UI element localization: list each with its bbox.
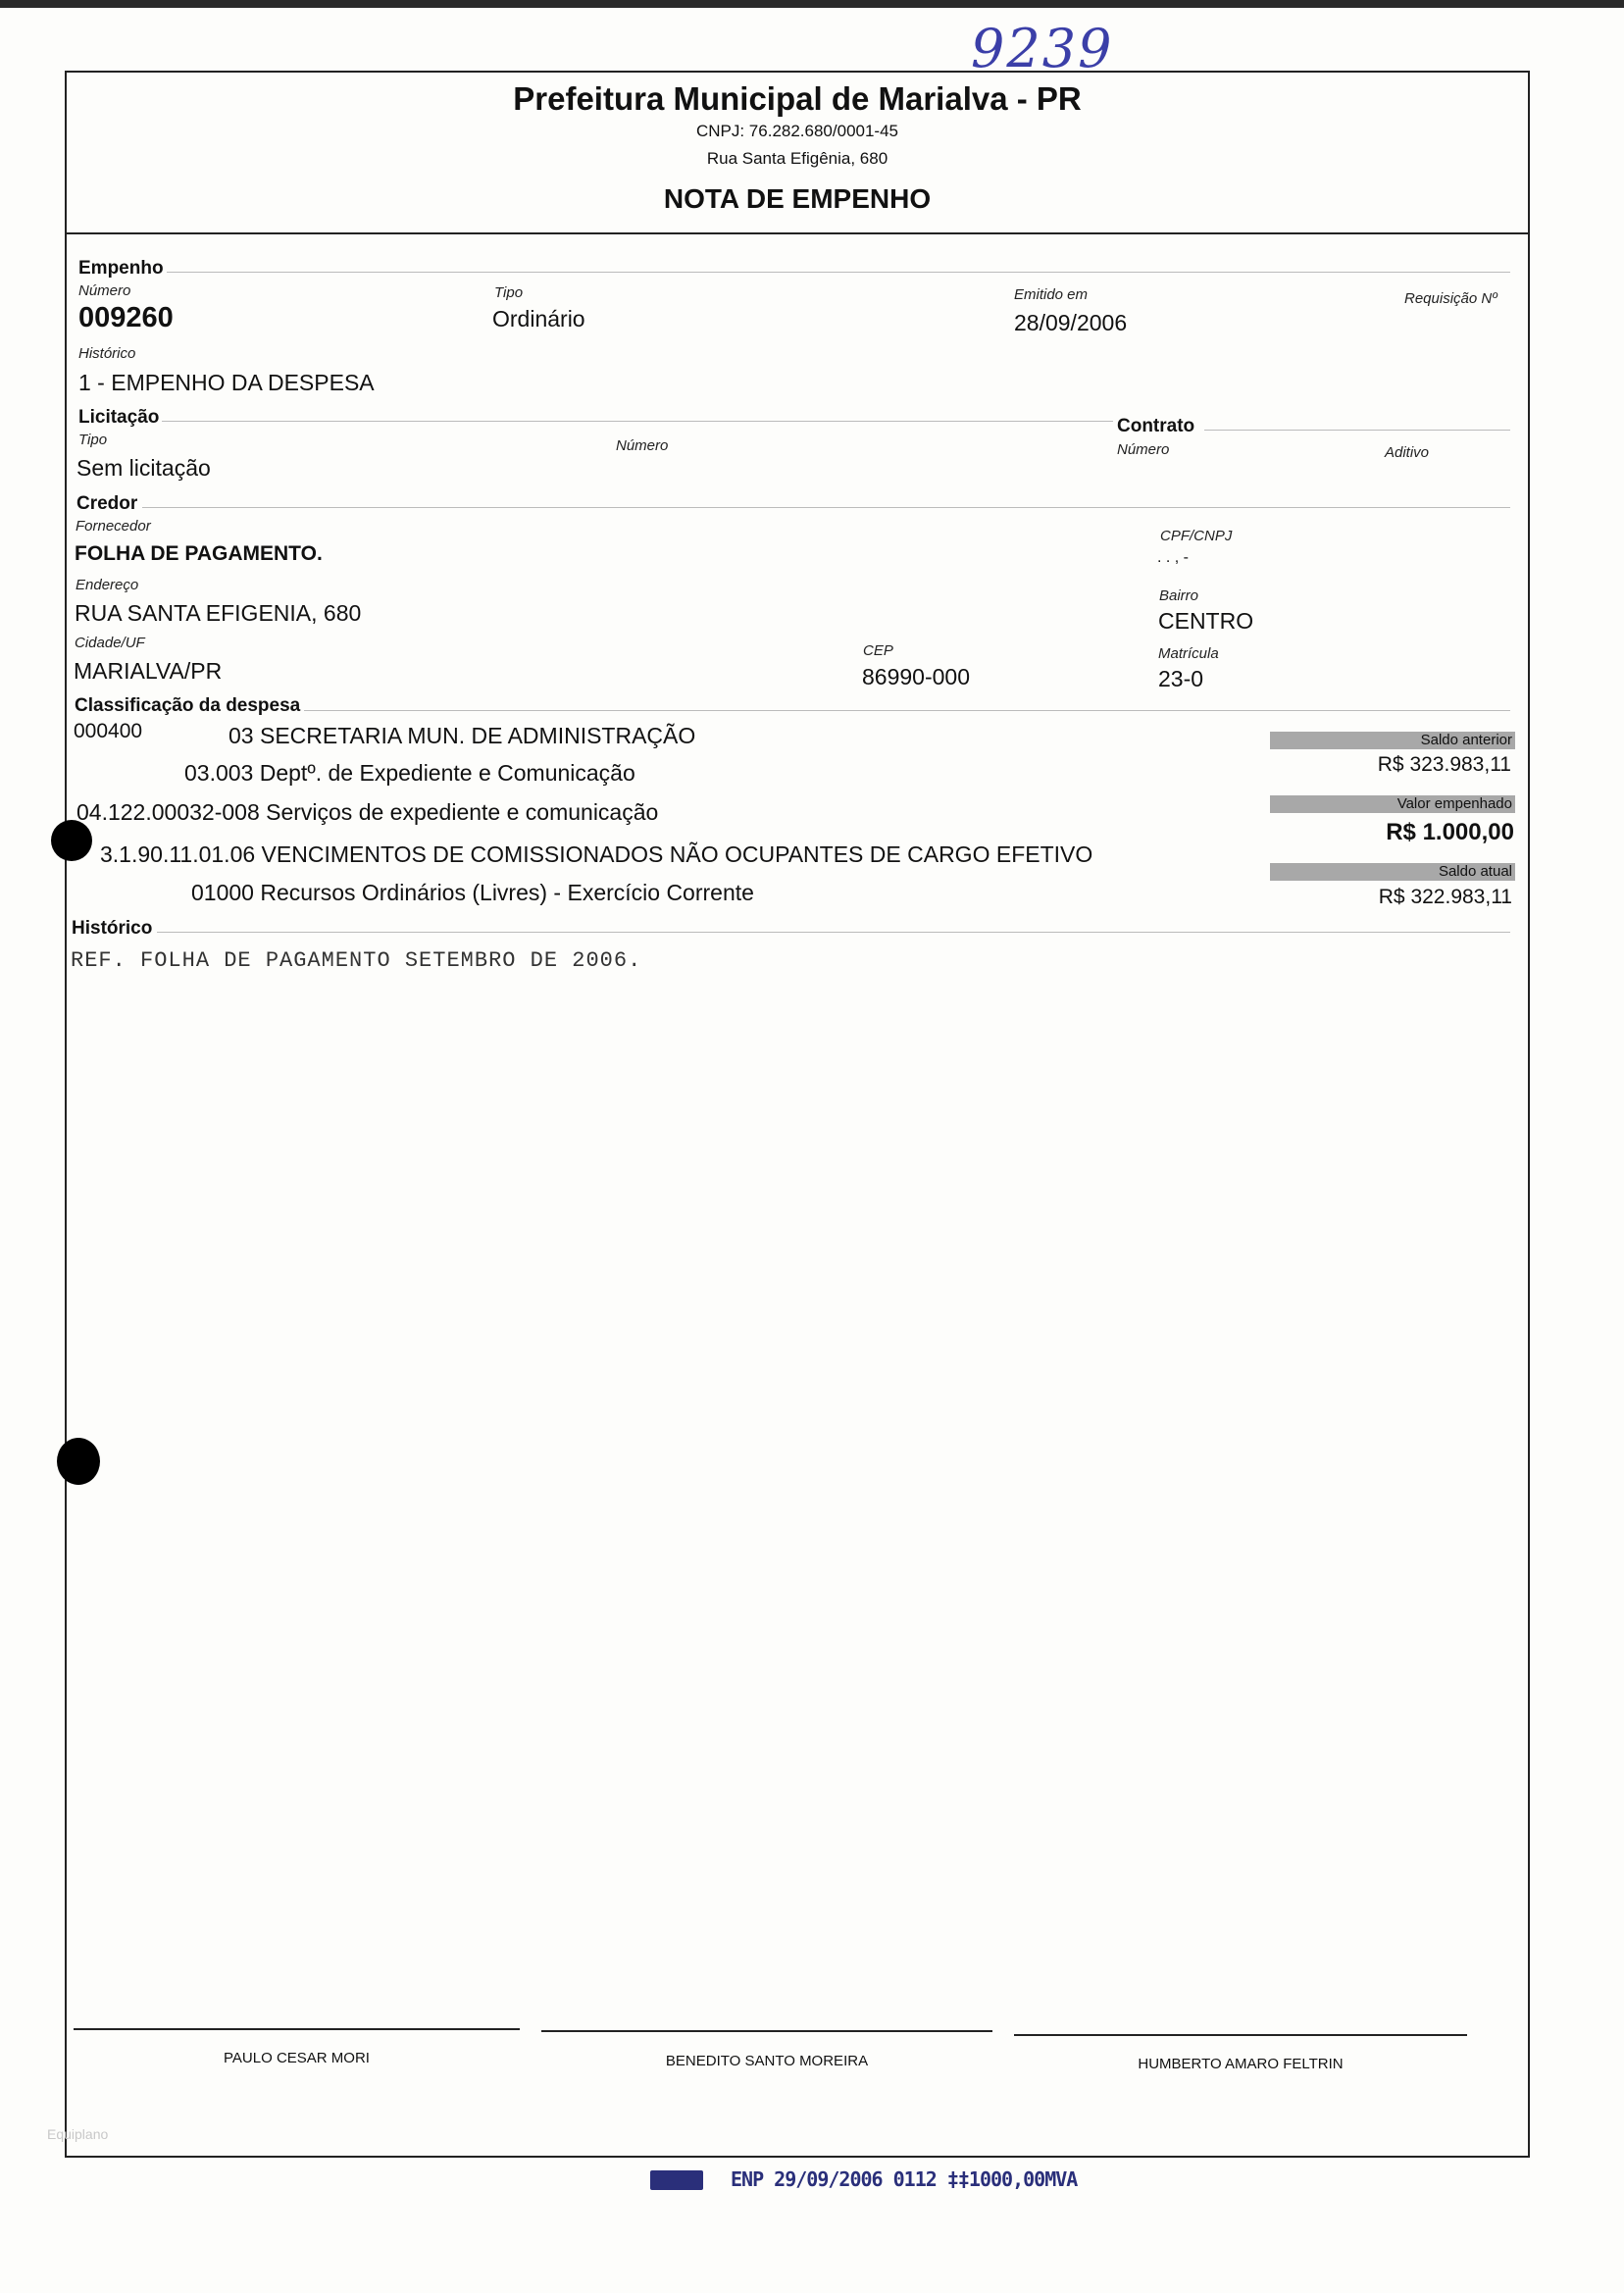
tipo-label: Tipo — [494, 284, 524, 301]
classificacao-funcional: 04.122.00032-008 Serviços de expediente e comunicação — [76, 799, 659, 825]
scan-top-border — [0, 0, 1624, 8]
header-address: Rua Santa Efigênia, 680 — [706, 149, 888, 168]
bairro-value: CENTRO — [1158, 608, 1254, 634]
historico-label: Histórico — [78, 345, 136, 362]
section-classificacao: Classificação da despesa — [75, 695, 301, 716]
section-contrato-rule — [1204, 430, 1510, 431]
classificacao-recurso: 01000 Recursos Ordinários (Livres) - Exercício Corrente — [191, 880, 754, 905]
cpf-label: CPF/CNPJ — [1160, 528, 1233, 544]
valor-empenhado-label: Valor empenhado — [1270, 795, 1515, 813]
saldo-atual-label: Saldo atual — [1270, 863, 1515, 881]
empenho-number: 009260 — [78, 302, 174, 333]
software-watermark: Equiplano — [47, 2126, 109, 2142]
signature-line-3 — [1014, 2034, 1467, 2036]
historico-text: REF. FOLHA DE PAGAMENTO SETEMBRO DE 2006. — [71, 948, 642, 973]
section-empenho: Empenho — [78, 258, 164, 279]
cep-value: 86990-000 — [862, 664, 970, 689]
fornecedor-name: FOLHA DE PAGAMENTO. — [75, 542, 323, 565]
contrato-numero-label: Número — [1117, 441, 1170, 458]
signature-name-2: BENEDITO SANTO MOREIRA — [665, 2053, 869, 2069]
signature-line-1 — [74, 2028, 520, 2030]
bairro-label: Bairro — [1159, 587, 1199, 604]
classificacao-departamento: 03.003 Deptº. de Expediente e Comunicação — [184, 760, 635, 786]
section-empenho-rule — [167, 272, 1510, 273]
section-historico: Histórico — [72, 918, 153, 939]
licitacao-numero-label: Número — [616, 437, 669, 454]
classificacao-secretaria: 03 SECRETARIA MUN. DE ADMINISTRAÇÃO — [228, 723, 696, 748]
section-credor: Credor — [76, 493, 138, 514]
section-licitacao: Licitação — [78, 407, 160, 428]
section-licitacao-rule — [162, 421, 1113, 422]
endereco-value: RUA SANTA EFIGENIA, 680 — [75, 600, 362, 626]
licitacao-tipo: Sem licitação — [76, 455, 211, 481]
handwritten-page-number: 9239 — [971, 18, 1114, 79]
page-title: Prefeitura Municipal de Marialva - PR — [513, 80, 1082, 117]
fornecedor-label: Fornecedor — [76, 518, 151, 535]
contrato-aditivo-label: Aditivo — [1385, 444, 1430, 461]
numero-label: Número — [78, 282, 131, 299]
empenho-tipo: Ordinário — [492, 306, 585, 331]
requisicao-label: Requisição Nº — [1404, 290, 1497, 307]
stamp-logo-icon — [650, 2170, 703, 2190]
section-historico-rule — [157, 932, 1510, 933]
saldo-anterior-label: Saldo anterior — [1270, 732, 1515, 749]
punch-hole-top — [51, 820, 92, 861]
cpf-value: . . , - — [1157, 549, 1189, 566]
protocol-stamp: ENP 29/09/2006 0112 ‡‡1000,00MVA — [731, 2167, 1078, 2191]
endereco-label: Endereço — [76, 577, 139, 593]
emitido-date: 28/09/2006 — [1014, 310, 1128, 335]
cep-label: CEP — [863, 642, 893, 659]
emitido-label: Emitido em — [1014, 286, 1089, 303]
section-classificacao-rule — [304, 710, 1510, 711]
signature-name-1: PAULO CESAR MORI — [224, 2050, 370, 2066]
empenho-historico: 1 - EMPENHO DA DESPESA — [78, 370, 375, 395]
matricula-label: Matrícula — [1158, 645, 1219, 662]
licitacao-tipo-label: Tipo — [78, 432, 108, 448]
document-title: NOTA DE EMPENHO — [663, 183, 932, 214]
saldo-anterior-value: R$ 323.983,11 — [1377, 753, 1511, 776]
section-contrato: Contrato — [1117, 416, 1195, 436]
cnpj-text: CNPJ: 76.282.680/0001-45 — [695, 122, 899, 140]
signature-name-3: HUMBERTO AMARO FELTRIN — [1138, 2056, 1344, 2072]
valor-empenhado-value: R$ 1.000,00 — [1386, 819, 1514, 845]
cidade-value: MARIALVA/PR — [74, 658, 223, 684]
matricula-value: 23-0 — [1158, 666, 1204, 691]
section-credor-rule — [142, 507, 1510, 508]
signature-line-2 — [541, 2030, 992, 2032]
header-divider — [65, 232, 1530, 234]
punch-hole-middle — [57, 1438, 100, 1485]
saldo-atual-value: R$ 322.983,11 — [1378, 886, 1512, 908]
classificacao-elemento: 3.1.90.11.01.06 VENCIMENTOS DE COMISSIONADOS NÃO OCUPANTES DE CARGO EFETIVO — [100, 841, 1093, 867]
cidade-label: Cidade/UF — [75, 635, 145, 651]
classificacao-code: 000400 — [74, 720, 143, 742]
